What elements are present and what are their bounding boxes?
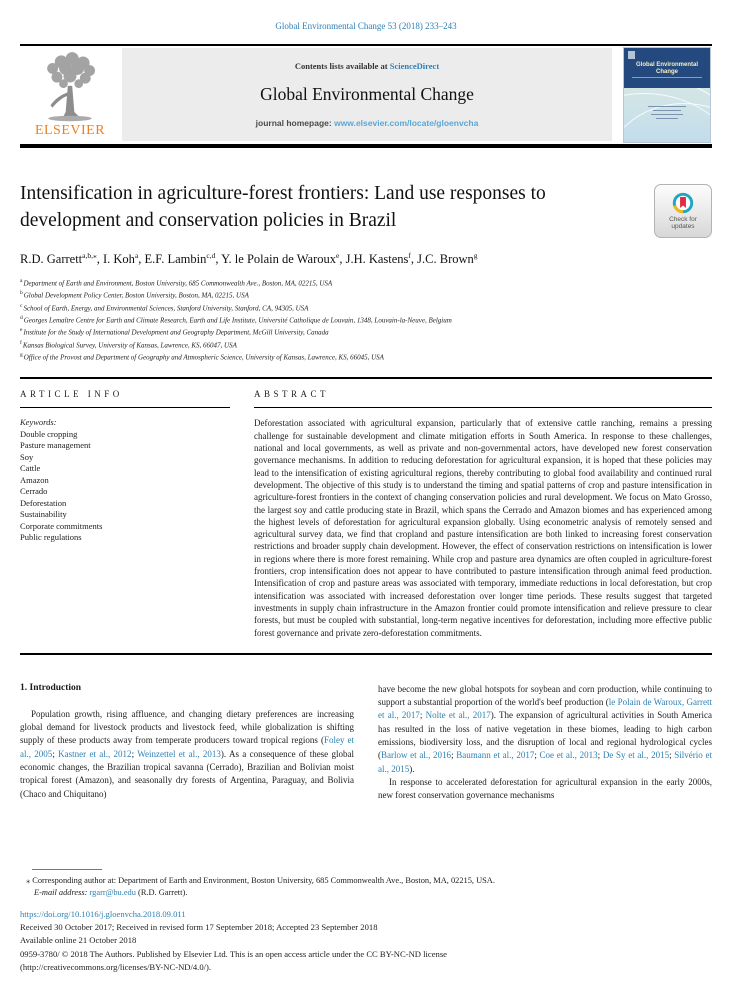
sciencedirect-link[interactable]: ScienceDirect	[389, 61, 440, 71]
introduction-section	[20, 683, 712, 845]
citation-link[interactable]: Baumann et al., 2017	[456, 750, 535, 761]
author[interactable]: J.C. Brown$^g$	[417, 251, 478, 267]
keywords-list	[20, 417, 230, 544]
keywords-label: Keywords:	[20, 417, 57, 428]
citation-link[interactable]: Silvério et al., 2015	[378, 750, 712, 774]
page-footer	[20, 869, 712, 974]
citation-link[interactable]: Nolte et al., 2017	[425, 710, 491, 721]
text-segment: ;	[52, 748, 59, 759]
article-title: Intensification in agriculture-forest frontiers: Land use responses to development and conservation policies in Brazil	[20, 183, 546, 231]
affiliation: $^c$School of Earth, Energy, and Environmental Sciences, Stanford University, Stanford, CA, 94305, USA	[20, 302, 309, 313]
footnote-star: ⁎	[26, 876, 31, 885]
intro-left-column	[20, 683, 354, 845]
text-segment: ;	[534, 750, 540, 761]
info-abstract-section	[20, 379, 712, 654]
author[interactable]: E.F. Lambin$^{c,d}$	[144, 251, 216, 267]
available-online: Available online 21 October 2018	[20, 935, 137, 946]
citation-link[interactable]: le Polain de Waroux, Garrett et al., 2017	[378, 697, 712, 721]
text-segment: ). The expansion of agricultural activities in South America has resulted in the loss of native vegetation in these biomes, leading to high carbon emissions, biodiversity loss, and the disruption of local and regional hydrological cycles (	[378, 710, 712, 761]
intro-right-column	[378, 683, 712, 845]
citation-link[interactable]: Coe et al., 2013	[539, 750, 598, 761]
publication-info	[20, 908, 712, 974]
doi-link[interactable]: https://doi.org/10.1016/j.gloenvcha.2018.09.011	[20, 909, 186, 919]
text-segment: ;	[419, 710, 426, 721]
elsevier-tree-icon	[37, 51, 103, 125]
elsevier-wordmark: ELSEVIER	[34, 123, 106, 138]
affiliation: $^f$Kansas Biological Survey, University of Kansas, Lawrence, KS, 66047, USA	[20, 339, 237, 350]
contents-prefix: Contents lists available at	[294, 61, 390, 71]
keyword: Public regulations	[20, 532, 82, 543]
author[interactable]: Y. le Polain de Waroux$^e$	[221, 251, 340, 267]
journal-cover-thumbnail[interactable]	[623, 47, 711, 143]
author[interactable]: J.H. Kastens$^f$	[345, 251, 411, 267]
license-line: (http://creativecommons.org/licenses/BY-NC-ND/4.0/).	[20, 961, 212, 972]
intro-paragraph	[378, 683, 712, 776]
citation-link[interactable]: Barlow et al., 2016	[381, 750, 452, 761]
corresponding-author-note: ⁎ Corresponding author at: Department of Earth and Environment, Boston University, 685 Commonwealth Ave., Boston, MA, 02215, USA. E-mail address: rgarr@bu.edu (R.D. Garrett).	[26, 876, 495, 897]
abstract-text: Deforestation associated with agricultural expansion, particularly that of extensive cattle ranching, remains a pressing challenge for sustainable development and climate mitigation efforts in South America. In response to these challenges, national and local governments, as well as private and non-governmental actors, have developed new forest conservation governance mechanisms. In addition to reducing deforestation for agricultural expansion, it is hoped that these policies may lead to the intensification of existing agricultural regions, thereby contributing to global food availability and continued rural development. The objective of this study is to understand the timing and spatial patterns of crop and pasture intensification in agriculture-forest frontiers in the context of changing conservation policies and rural development. We focus on Mato Grosso, the largest soy and cattle producing state in Brazil, which spans the Cerrado and Amazon biomes and has experienced among the highest levels of deforestation for agricultural expansion globally. Using econometric analysis of remotely sensed and agricultural survey data, we find that cropland and pasture intensification are both linked to increasing forest conservation restrictions and broader supply chain development. However, the effect of conservation restrictions on intensification is lower in regions where there is more forest remaining. While crop and pasture area dynamics are often coupled in agriculture-forest frontiers, crop intensification does not appear to have contributed to pasture intensification through animal feed production. Intensification of crop and pasture areas was associated with temporary, immediate reductions in local deforestation, but crop intensification was associated with increased deforestation over longer time periods. These results suggest that targeted investments in supply chain infrastructure in the Amazon frontier could promote intensification and relieve pressure to clear forests, but must be coupled with substantial, long-term negative incentives for deforestation, including more effective public forest governance and private zero-deforestation commitments.	[254, 418, 712, 638]
received-dates: Received 30 October 2017; Received in revised form 17 September 2018; Accepted 23 September 2018	[20, 922, 378, 933]
journal-citation-line: Global Environmental Change 53 (2018) 233–243	[275, 21, 457, 31]
abstract-header: ABSTRACT	[254, 389, 712, 408]
citation-link[interactable]: Foley et al., 2005	[20, 735, 354, 759]
journal-title: Global Environmental Change	[260, 84, 474, 104]
text-segment: Population growth, rising affluence, and changing dietary preferences are increasing global demand for livestock products and livestock feed, while globalization is shifting supply of these products away from temperate producers toward tropical regions (	[20, 708, 354, 746]
email-label: E-mail address:	[34, 887, 88, 897]
intro-paragraph	[20, 708, 354, 801]
keyword: Amazon	[20, 474, 49, 485]
keyword: Corporate commitments	[20, 520, 103, 531]
cover-fine-print	[648, 106, 686, 122]
abstract-column	[254, 389, 712, 638]
keyword: Double cropping	[20, 428, 78, 439]
keyword: Deforestation	[20, 497, 67, 508]
text-segment: ;	[131, 748, 138, 759]
affiliations-list	[20, 276, 712, 362]
journal-cover-column	[622, 48, 712, 141]
citation-link[interactable]: Weinzettel et al., 2013	[137, 748, 221, 759]
journal-masthead	[122, 48, 612, 141]
intro-paragraph: In response to accelerated deforestation for agricultural expansion in the early 2000s, new forest conservation governance mechanisms	[378, 776, 712, 801]
article-info-column	[20, 389, 230, 638]
elsevier-logo[interactable]	[20, 48, 120, 141]
keyword: Soy	[20, 451, 34, 462]
text-segment: ). As a consequence of these global economic changes, the Brazilian tropical savanna (Cerrado), Brazilian and Bolivian moist tropical forest (Amazon), and seasonally dry forests of Argentina, Paraguay, and Bolivia (Chaco and Chiquitano)	[20, 748, 354, 799]
text-segment: ;	[597, 750, 603, 761]
check-for-updates-badge[interactable]	[654, 184, 712, 238]
affiliation: $^g$Office of the Provost and Department of Geography and Atmospheric Science, University of Kansas, Lawrence, KS, 66045, USA	[20, 352, 384, 362]
journal-homepage-link[interactable]: www.elsevier.com/locate/gloenvcha	[334, 118, 479, 128]
cover-divider	[632, 77, 702, 78]
text-segment: ).	[409, 763, 415, 774]
keyword: Sustainability	[20, 509, 67, 520]
author[interactable]: I. Koh$^a$	[102, 251, 139, 267]
cover-journal-title: Global Environmental Change	[635, 61, 698, 75]
keyword: Cattle	[20, 463, 41, 474]
contents-list-line	[295, 61, 439, 71]
copyright-line: 0959-3780/ © 2018 The Authors. Published by Elsevier Ltd. This is an open access article under the CC BY-NC-ND license	[20, 948, 447, 959]
affiliation: $^a$Department of Earth and Environment, Boston University, 685 Commonwealth Ave., Boston, MA, 02215, USA	[20, 278, 333, 288]
text-segment: ;	[669, 750, 675, 761]
text-segment: ;	[451, 750, 457, 761]
footnote-divider	[32, 869, 102, 870]
authors-line: R.D. Garrett$^{a,b,⁎}$, I. Koh$^a$, E.F. Lambin$^{c,d}$, Y. le Polain de Waroux$^e$, J.H. Kastens$^f$, J.C. Brown$^g$	[20, 251, 478, 267]
affiliation: $^e$Institute for the Study of International Development and Geography Department, McGill University, Canada	[20, 327, 329, 337]
article-info-header: ARTICLE INFO	[20, 389, 230, 408]
text-segment: have become the new global hotspots for soybean and corn production, while continuing to support a substantial proportion of the world's beef production (	[378, 683, 712, 708]
citation-link[interactable]: Kastner et al., 2012	[58, 748, 132, 759]
homepage-prefix: journal homepage:	[255, 118, 335, 128]
cover-navy-band	[624, 48, 710, 88]
cover-publisher-glyph	[628, 51, 635, 59]
check-for-updates-label: Check for updates	[669, 215, 697, 230]
citation-link[interactable]: De Sy et al., 2015	[602, 750, 670, 761]
introduction-heading: 1. Introduction	[20, 682, 82, 693]
author[interactable]: R.D. Garrett$^{a,b,⁎}$	[20, 251, 97, 267]
crossmark-icon	[672, 192, 694, 214]
affiliation: $^d$Georges Lemaître Centre for Earth and Climate Research, Earth and Life Institute, Université Catholique de Louvain, 1348, Louvain-la-Neuve, Belgium	[20, 315, 452, 325]
journal-homepage-line	[256, 118, 479, 128]
email-link[interactable]: rgarr@bu.edu	[89, 887, 136, 897]
journal-header-band	[20, 44, 712, 148]
affiliation: $^b$Global Development Policy Center, Boston University, Boston, MA, 02215, USA	[20, 290, 249, 300]
title-row	[20, 180, 712, 238]
keyword: Pasture management	[20, 440, 91, 451]
keyword: Cerrado	[20, 486, 48, 497]
